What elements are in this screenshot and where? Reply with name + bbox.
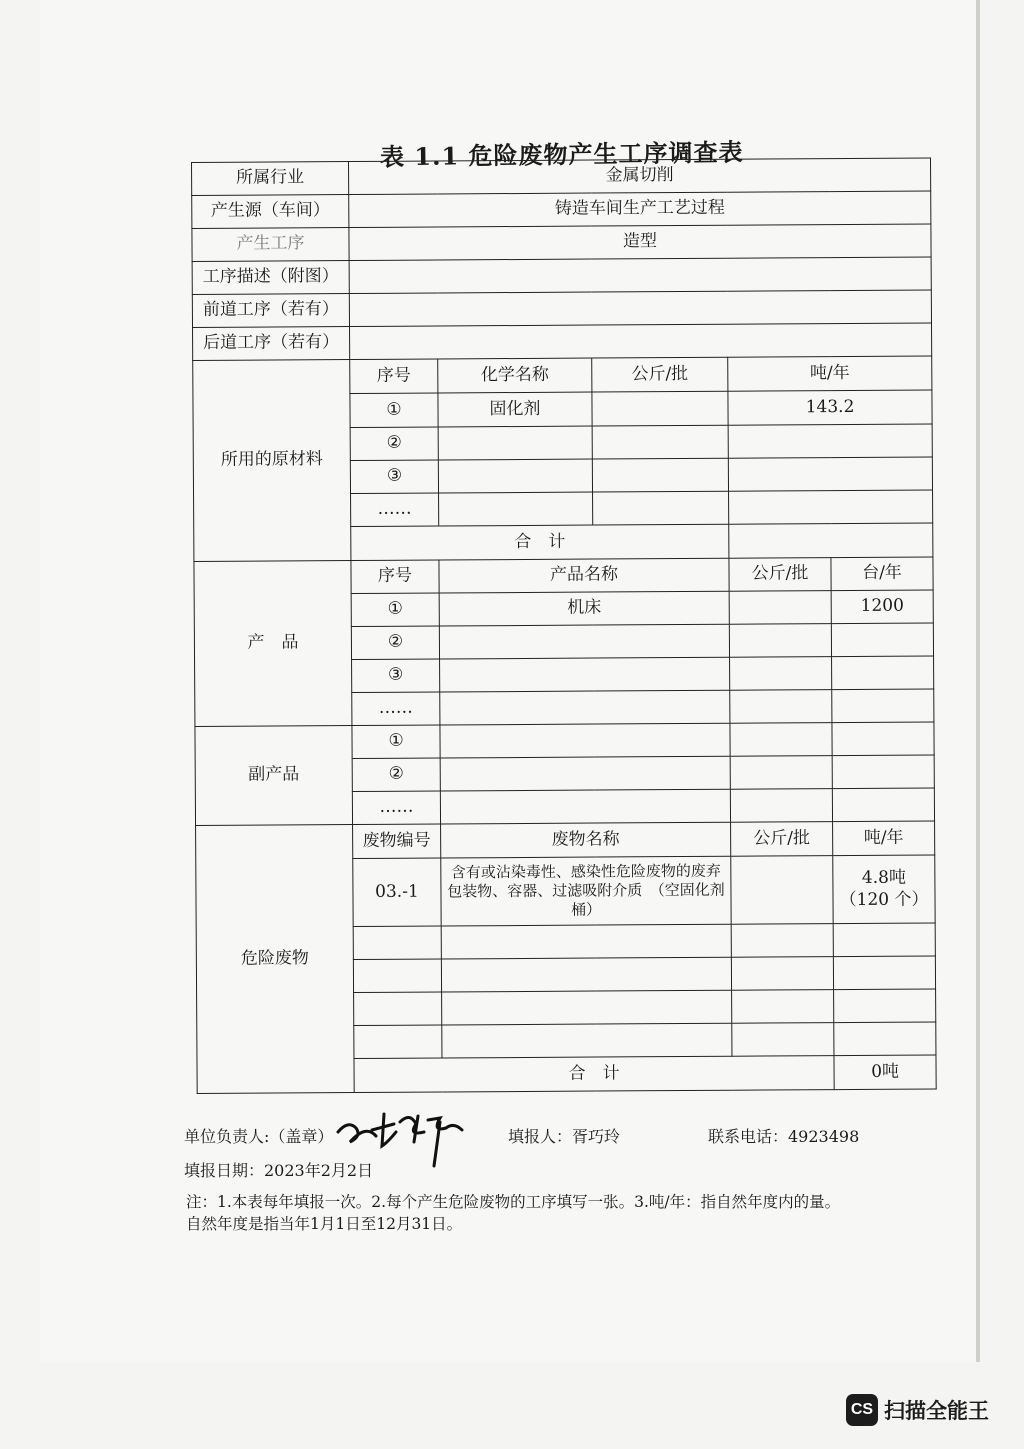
byproduct-name — [440, 723, 730, 758]
raw-name: 固化剂 — [438, 392, 592, 427]
product-no: ③ — [352, 659, 440, 693]
product-header-no: 序号 — [351, 560, 439, 594]
waste-name — [441, 924, 731, 959]
product-name — [440, 657, 730, 692]
product-qty: 1200 — [831, 590, 933, 624]
product-header-qty: 台/年 — [831, 557, 933, 591]
waste-header-kg: 公斤/批 — [731, 822, 833, 857]
waste-name — [442, 1023, 732, 1058]
raw-ton — [728, 424, 932, 458]
byproduct-row — [195, 722, 934, 760]
product-name — [439, 624, 729, 659]
byproduct-name — [440, 756, 730, 791]
waste-header-code: 废物编号 — [353, 824, 441, 859]
waste-code: 03.-1 — [353, 858, 441, 927]
raw-no: ① — [350, 393, 438, 428]
product-qty — [832, 689, 934, 723]
waste-code — [353, 926, 441, 960]
row-previous — [192, 290, 931, 328]
watermark-text: 扫描全能王 — [884, 1399, 989, 1423]
row-process — [192, 224, 931, 262]
product-name — [440, 690, 730, 725]
byproduct-kg — [730, 789, 832, 823]
byproduct-name — [440, 789, 730, 824]
byproduct-qty — [832, 755, 934, 789]
waste-name: 含有或沾染毒性、感染性危险废物的废弃包装物、容器、过滤吸附介质 （空固化剂桶） — [441, 856, 731, 926]
label-source: 产生源（车间） — [192, 195, 349, 229]
waste-kg — [732, 1023, 834, 1057]
raw-name — [439, 492, 593, 526]
product-kg — [729, 591, 831, 625]
raw-ton — [728, 457, 932, 491]
waste-header-row — [196, 821, 935, 860]
waste-kg — [731, 957, 833, 991]
product-no: ① — [351, 593, 439, 627]
product-kg — [730, 690, 832, 724]
waste-code — [354, 992, 442, 1026]
row-industry — [192, 158, 931, 196]
cs-logo-icon: CS — [846, 1394, 878, 1426]
product-qty — [831, 623, 933, 657]
product-header-row — [194, 557, 933, 595]
raw-ton: 143.2 — [728, 390, 932, 425]
note-line-2: 自然年度是指当年1月1日至12月31日。 — [186, 1215, 463, 1233]
product-header-kg: 公斤/批 — [729, 558, 831, 592]
raw-total-label: 合 计 — [351, 524, 729, 560]
raw-no: ② — [350, 427, 438, 461]
value-source: 铸造车间生产工艺过程 — [349, 191, 931, 228]
survey-table — [191, 157, 937, 1094]
waste-kg — [731, 856, 833, 925]
waste-code — [353, 959, 441, 993]
raw-kg — [592, 391, 728, 426]
responsible-person: 单位负责人:（盖章） — [184, 1127, 334, 1146]
waste-kg — [732, 990, 834, 1024]
raw-materials-label: 所用的原材料 — [193, 360, 351, 562]
product-name: 机床 — [439, 591, 729, 626]
raw-kg — [593, 491, 729, 525]
waste-ton — [833, 956, 935, 990]
raw-no: …… — [351, 493, 439, 527]
waste-total-value: 0吨 — [834, 1055, 936, 1090]
label-description: 工序描述（附图） — [192, 261, 349, 295]
fill-date: 填报日期：2023年2月2日 — [184, 1161, 374, 1180]
scanner-watermark — [846, 1394, 989, 1426]
waste-total-label: 合 计 — [354, 1056, 834, 1093]
waste-ton — [834, 1022, 936, 1056]
note-line-1: 注：1.本表每年填报一次。2.每个产生危险废物的工序填写一张。3.吨/年：指自然年度内的量。 — [186, 1193, 841, 1211]
waste-kg — [731, 924, 833, 958]
contact-phone: 联系电话：4923498 — [708, 1127, 860, 1146]
byproduct-no: …… — [352, 791, 440, 825]
raw-header-row — [193, 356, 932, 395]
row-next — [193, 323, 932, 361]
label-next: 后道工序（若有） — [193, 327, 350, 361]
product-kg — [729, 624, 831, 658]
raw-name — [438, 459, 592, 493]
raw-name — [438, 426, 592, 460]
waste-ton — [834, 989, 936, 1023]
value-next — [350, 323, 932, 360]
raw-ton — [729, 490, 933, 524]
filler: 填报人：胥巧玲 — [508, 1127, 621, 1146]
product-kg — [730, 657, 832, 691]
byproduct-no: ① — [352, 725, 440, 759]
value-description — [349, 257, 931, 294]
raw-header-ton: 吨/年 — [728, 356, 932, 391]
value-industry: 金属切削 — [349, 158, 931, 195]
raw-header-no: 序号 — [350, 359, 438, 394]
product-no: ② — [351, 626, 439, 660]
product-qty — [832, 656, 934, 690]
form-title: 表 1.1 危险废物产生工序调查表 — [379, 137, 744, 172]
label-previous: 前道工序（若有） — [192, 294, 349, 328]
label-process: 产生工序 — [192, 228, 349, 262]
waste-name — [441, 957, 731, 992]
waste-header-name: 废物名称 — [441, 822, 731, 858]
byproduct-kg — [730, 723, 832, 757]
raw-header-kg: 公斤/批 — [592, 357, 728, 392]
paper-edge — [976, 0, 980, 1362]
value-process: 造型 — [349, 224, 931, 261]
byproduct-kg — [730, 756, 832, 790]
row-description — [192, 257, 931, 295]
byproduct-no: ② — [352, 758, 440, 792]
waste-ton: 4.8吨 （120 个） — [833, 855, 935, 924]
raw-kg — [592, 425, 728, 459]
byproduct-qty — [832, 722, 934, 756]
products-label: 产 品 — [194, 561, 352, 727]
raw-header-name: 化学名称 — [438, 358, 592, 393]
byproducts-label: 副产品 — [195, 726, 353, 826]
product-no: …… — [352, 692, 440, 726]
waste-name — [442, 990, 732, 1025]
byproduct-qty — [832, 788, 934, 822]
waste-ton — [833, 923, 935, 957]
product-header-name: 产品名称 — [439, 558, 729, 593]
waste-code — [354, 1025, 442, 1059]
raw-kg — [592, 458, 728, 492]
hazardous-waste-label: 危险废物 — [196, 825, 355, 1094]
label-industry: 所属行业 — [192, 162, 349, 196]
waste-header-ton: 吨/年 — [833, 821, 935, 856]
raw-total-value — [729, 523, 933, 558]
raw-no: ③ — [350, 460, 438, 494]
value-previous — [349, 290, 931, 327]
row-source — [192, 191, 931, 229]
